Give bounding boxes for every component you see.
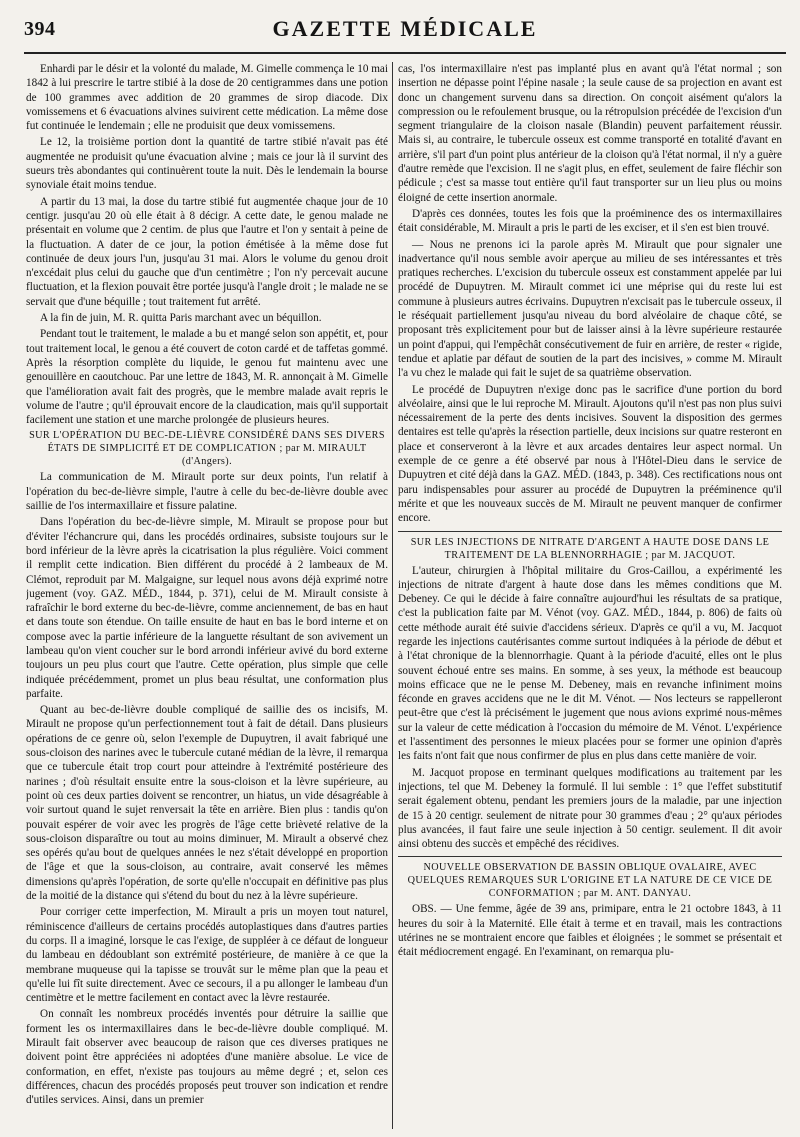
column-divider [392, 62, 393, 1129]
body-paragraph: Pour corriger cette imperfection, M. Mirault a pris un moyen tout naturel, réminiscence d'ailleurs de certains procédés autoplastiques dans d'autres parties du corps. Il a imaginé, lorsque le cas l'exige, de suppléer à ce défaut de longueur du lambeau en dédoublant son extrémité postérieure, de manière à ce que la membrane muqueuse qui la tapisse se trouvât sur le même plan que la peau et qu'elle lui fît suite directement. Avec ce secours, il a pu allonger le lambeau d'un centimètre et le mettre facilement en contact avec la lèvre restaurée. [26, 906, 388, 1005]
left-column [26, 62, 388, 1129]
body-paragraph: D'après ces données, toutes les fois que la proéminence des os intermaxillaires était considérable, M. Mirault a pris le parti de les exciser, et il s'en est bien trouvé. [398, 207, 782, 235]
article-heading-injections: SUR LES INJECTIONS DE NITRATE D'ARGENT A HAUTE DOSE DANS LE TRAITEMENT DE LA BLENNORRHAGIE ; par M. JACQUOT. [410, 536, 770, 561]
body-paragraph: L'auteur, chirurgien à l'hôpital militaire du Gros-Caillou, a expérimenté les injections de nitrate d'argent à haute dose dans les mêmes conditions que M. Debeney. Ce qui le décide à faire connaître aujourd'hui les résultats de sa pratique, c'est la publication faite par M. Vénot (voy. GAZ. MÉD., 1844, p. 806) de faits où cette méthode aurait été suivie d'accidens sérieux. D'après ce qu'il a vu, M. Jacquot regarde les injections cautérisantes comme surtout indiquées à la période de début et à l'état chronique de la blennorrhagie. Quant à la période d'acuité, elles ont le plus souvent échoué entre ses mains. En somme, à ses yeux, la méthode est beaucoup moins efficace que ne le pense M. Debeney, mais en revanche infiniment moins féconde en graves accidens que ne le dit M. Vénot. — Nos lecteurs se rappelleront peut-être que c'est là précisément le jugement que nous avions exprimé nous-mêmes sur la valeur de cette médication à l'occasion du mémoire de M. Vénot. L'expérience et l'assentiment des personnes le mieux placées pour se former une opinion d'après les faits n'ont fait que nous confirmer de plus en plus dans cette manière de voir. [398, 564, 782, 763]
article-heading-bec-de-lievre: SUR L'OPÉRATION DU BEC-DE-LIÈVRE CONSIDÉRÉ DANS SES DIVERS ÉTATS DE SIMPLICITÉ ET DE COMPLICATION ; par M. MIRAULT (d'Angers). [29, 430, 385, 468]
commentary-paragraph: Le procédé de Dupuytren n'exige donc pas le sacrifice d'une portion du bord alvéolaire, ainsi que le lui reproche M. Mirault. Ajoutons qu'il n'est pas non plus suivi nécessairement de la perte des dents incisives. Souvent la disposition des germes dentaires est telle qu'après la résection partielle, deux incisions sur quatre resteront en place et conserveront à la lèvre et aux arcades dentaires leur aspect normal. Un exemple de ce genre a été observé par nous à l'Hôtel-Dieu dans le service de Dupuytren et cité déjà dans la GAZ. MÉD. (1843, p. 348). Ces rectifications nous ont paru indispensables pour assurer au procédé de Dupuytren la prééminence qu'il mérite et que les nouveaux succès de M. Mirault ne peuvent manquer de confirmer encore. [398, 383, 782, 525]
body-paragraph: A la fin de juin, M. R. quitta Paris marchant avec un béquillon. [40, 312, 322, 325]
journal-title: GAZETTE MÉDICALE [272, 16, 538, 41]
body-paragraph: La communication de M. Mirault porte sur deux points, l'un relatif à l'opération du bec-de-lièvre simple, l'autre à celle du bec-de-lièvre double avec saillie de l'os intermaxillaire et fissure palatine. [26, 471, 388, 513]
body-paragraph: M. Jacquot propose en terminant quelques modifications au traitement par les injections, tel que M. Debeney la formulé. Il lui semble : 1° que l'effet substitutif serait également obtenu, pendant les premiers jours de la maladie, par une injection de 15 à 20 centigr. seulement de nitrate pour 30 grammes d'eau ; 2° qu'aux périodes plus avancées, il faut faire une seule injection à 50 centigr. seulement. Il dit avoir ainsi obtenu des succès et empêché des récidives. [398, 766, 782, 851]
body-paragraph: A partir du 13 mai, la dose du tartre stibié fut augmentée chaque jour de 10 centigr. jusqu'au 20 où elle était à 8 décigr. A cette date, le genou malade ne présentait en volume que 2 centim. de plus que l'autre et l'on y sentait à peine de la fluctuation. A dater de ce jour, la potion émétisée à la même dose fut continuée de deux jours l'un, jusqu'au 31 mai. Alors le volume du genou droit n'excédait plus celui du gauche que d'un centimètre ; l'on n'y percevait aucune fluctuation, et la flexion pouvait être portée jusqu'à l'angle droit ; le malade ne se servait que d'une béquille ; tout traitement fut arrêté. [26, 195, 388, 308]
body-paragraph: Dans l'opération du bec-de-lièvre simple, M. Mirault se propose pour but d'éviter l'échancrure qui, dans les procédés ordinaires, subsiste toujours sur le bord inférieur de la lèvre après la cicatrisation la plus régulière. Voici comment il remplit cette indication. Bien différent du procédé à 2 lambeaux de M. Clémot, reproduit par M. Malgaigne, sur lequel nous avons déjà exprimé notre jugement (voy. GAZ. MÉD., 1844, p. 371), celui de M. Mirault consiste à rafraîchir le bord externe du bec-de-lièvre, comme anciennement, de bas en haut et dans toute son étendue. On taille ensuite de haut en bas le bord interne et on compose avec la partie inférieure de la languette résultant de son avivement un lambeau qu'on vient coucher sur le bord arrondi inférieur avivé du bord externe toujours un peu plus court que l'autre. Cette opération, plus simple que celle indiquée précédemment, promet un plus beau résultat, une conformation plus parfaite. [26, 516, 388, 700]
commentary-paragraph: — Nous ne prenons ici la parole après M. Mirault que pour signaler une inadvertance qu'il nous semble avoir aperçue au milieu de ses intéressantes et très pratiques recherches. L'excision du tubercule osseux est constamment appelée par lui procédé de Dupuytren. M. Mirault commet ici une méprise qui du reste lui est commune à plusieurs autres écrivains. Dupuytren n'excisait pas le tubercule osseux, il le réséquait partiellement jusqu'au niveau du bord alvéolaire de chaque côté, se proposant très explicitement pour but de laisser ainsi à la lèvre supérieure restaurée un point d'appui, qui l'empêchât consécutivement de fuir en arrière, de rester « rigide, tendue et aplatie par défaut de soutien de la part des incisives, » comme M. Mirault l'a vu chez le malade qui fait le sujet de sa quatrième observation. [398, 238, 782, 380]
body-paragraph: cas, l'os intermaxillaire n'est pas implanté plus en avant qu'à l'état normal ; son insertion ne dépasse point l'épine nasale ; la seule cause de sa projection en avant est donc un changement survenu dans sa direction. On conçoit aisément qu'alors la compression ou le refoulement brusque, ou la rétropulsion précédée de l'excision d'un segment triangulaire de la cloison nasale (Blandin) peuvent parfaitement réussir. Mais si, au contraire, le tubercule osseux est comme transporté en totalité d'avant en arrière, s'il part d'un point plus antérieur de la cloison qu'à l'état normal, il n'y a guère d'autre remède que l'excision. Il ne s'agit plus, en effet, seulement de faire fléchir son pédicule ; c'est sa masse tout entière qu'il faut transporter sur un lieu plus ou moins éloigné de cette insertion anormale. [398, 63, 782, 204]
section-divider [398, 856, 782, 857]
section-divider [398, 531, 782, 532]
page-number: 394 [24, 18, 56, 40]
body-paragraph: Le 12, la troisième portion dont la quantité de tartre stibié n'avait pas été augmentée ne produisit qu'une évacuation alvine ; mais ce jour là il survint des sueurs très abondantes qui continuèrent toute la nuit. Dès le lendemain la bourse synoviale était moins tendue. [26, 136, 388, 192]
body-paragraph: Quant au bec-de-lièvre double compliqué de saillie des os incisifs, M. Mirault ne propose qu'un perfectionnement tout à fait de détail. Dans plusieurs opérations de ce genre où, selon l'exemple de Dupuytren, il avait fabriqué une sous-cloison des narines avec le tubercule cutané médian de la lèvre, il remarqua que ce tubercule était trop court pour atteindre à l'extrémité postérieure des narines ; d'où résultait ensuite entre la sous-cloison et la lèvre supérieure, au point où ces deux parties doivent se rencontrer, un hiatus, un vide désagréable à voir surtout quand le sujet renversait la tête en arrière. Bien plus : tandis qu'on pouvait espérer de voir avec les progrès de l'âge cette brièveté relative de la sous-cloison disparaître ou tout au moins diminuer, M. Mirault a observé chez ses opérés qu'au bout de quelques années le nez s'était développé en proportion de l'âge et que la sous-cloison, au contraire, avait conservé les mêmes dimensions qu'après l'opération, de sorte qu'elle n'occupait en définitive pas plus de la moitié de la distance qui s'étend du bout du nez à la lèvre supérieure. [26, 704, 388, 903]
body-paragraph: Enhardi par le désir et la volonté du malade, M. Gimelle commença le 10 mai 1842 à lui prescrire le tartre stibié à la dose de 20 centigrammes dans une potion de 100 grammes avec addition de 20 grammes de sirop diacode. Dix vomissemens et 6 évacuations alvines suivirent cette médication. La même dose fut continuée le lendemain ; elle ne produisit que deux vomissemens. [26, 63, 388, 133]
article-heading-bassin: NOUVELLE OBSERVATION DE BASSIN OBLIQUE OVALAIRE, AVEC QUELQUES REMARQUES SUR L'ORIGINE ET LA NATURE DE CE VICE DE CONFORMATION ; par M. ANT. DANYAU. [407, 862, 773, 900]
body-paragraph: On connaît les nombreux procédés inventés pour détruire la saillie que forment les os intermaxillaires dans le bec-de-lièvre double compliqué. M. Mirault fait observer avec beaucoup de raison que ces diverses pratiques ne doivent point être appréciées ni adoptées d'une manière absolue. Le vice de conformation, en effet, n'existe pas toujours au même degré ; et, selon ces différences, chacun des procédés proposés peut trouver son indication et rendre d'utiles services. Ainsi, dans un premier [26, 1008, 388, 1107]
page-header [24, 18, 786, 54]
right-column [398, 62, 782, 1129]
body-paragraph: Pendant tout le traitement, le malade a bu et mangé selon son appétit, et, pour tout traitement local, le genou a été couvert de coton cardé et de taffetas gommé. Après la résorption complète du liquide, le genou fut maintenu avec une genouillère en caoutchouc. Par une lettre de 1843, M. R. annonçait à M. Gimelle que l'amélioration avait fait des progrès, que le membre malade avait repris le volume de l'autre ; qu'il éprouvait encore de la claudication, mais qu'il supportait facilement une station et une marche prolongée de plusieurs heures. [26, 328, 388, 427]
body-paragraph: OBS. — Une femme, âgée de 39 ans, primipare, entra le 21 octobre 1843, à 11 heures du soir à la Maternité. Elle était à terme et en travail, mais les contractions utérines ne se montraient encore que faibles et éloignées ; le sommet se présentait et était médiocrement engagé. En l'examinant, on remarqua plu- [398, 903, 782, 959]
